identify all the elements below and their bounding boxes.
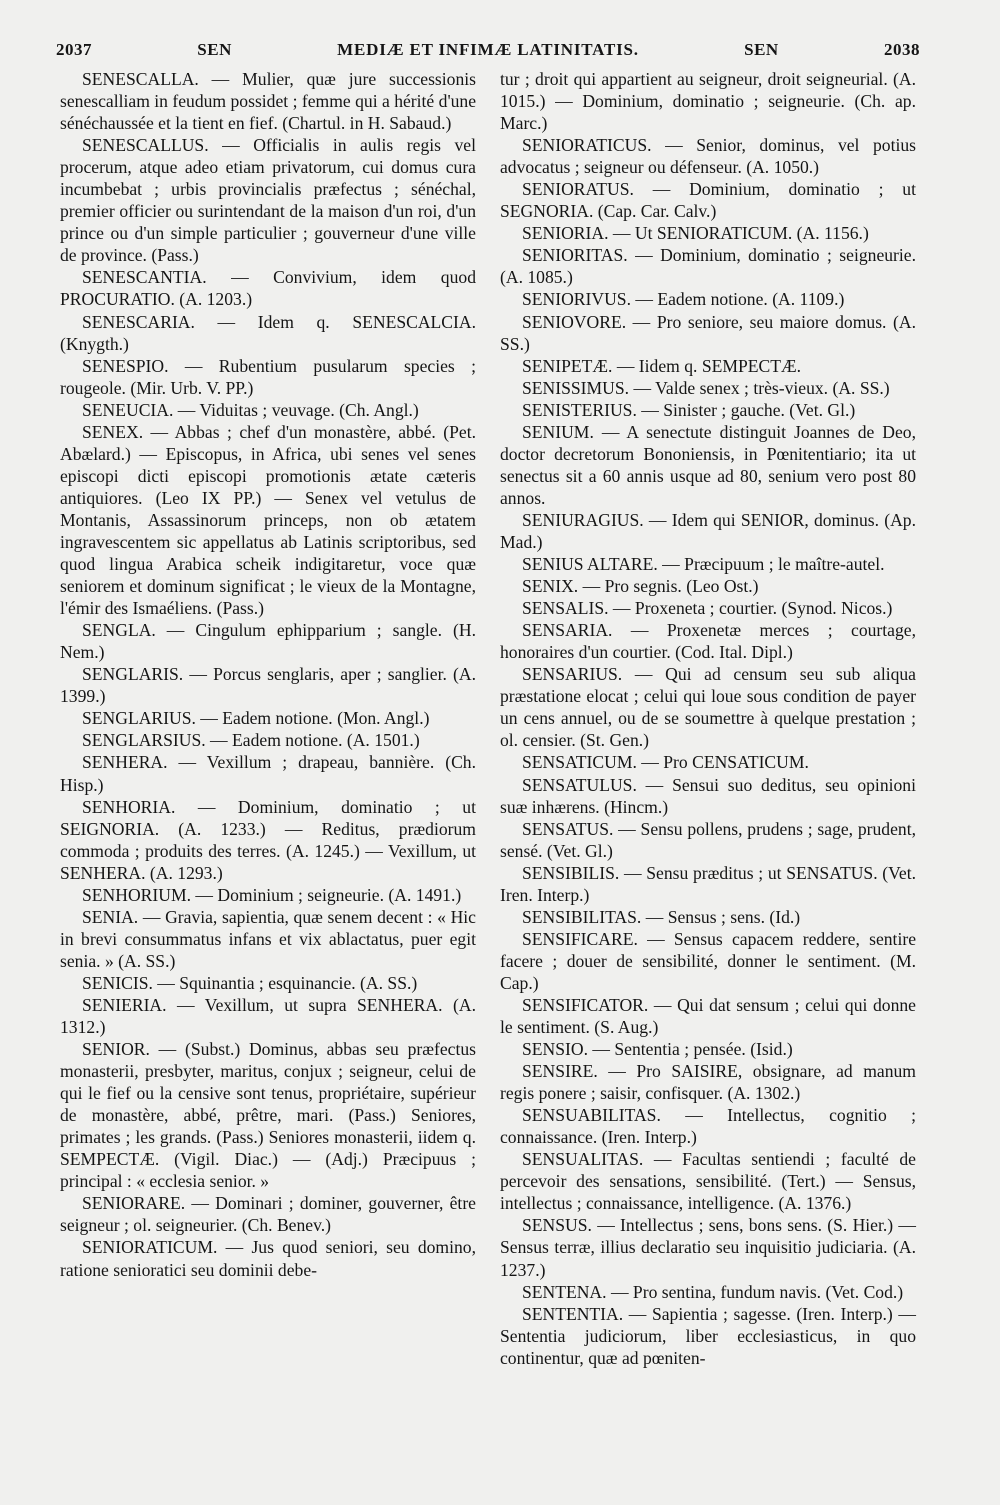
dictionary-entry: SENGLARIUS. — Eadem notione. (Mon. Angl.) (82, 708, 430, 729)
page-number-right: 2038 (883, 40, 920, 59)
dictionary-entry: SENIORARE. — Dominari ; dominer, gouverner, être seigneur ; ol. seigneurier. (Ch. Benev.) (60, 1193, 476, 1236)
dictionary-entry: SENESCALLA. — Mulier, quæ jure successionis senescalliam in feudum possidet ; femme qui a hérité d'une sénéchaussée et la tient en fief. (Chartul. in H. Sabaud.) (60, 69, 477, 134)
dictionary-entry: SENSATICUM. — Pro CENSATICUM. (522, 752, 809, 773)
dictionary-entry: SENIORIVUS. — Eadem notione. (A. 1109.) (522, 289, 845, 310)
left-column (60, 68, 476, 1281)
guide-word-left: SEN (197, 40, 232, 59)
dictionary-entry: SENIA. — Gravia, sapientia, quæ senem decent : « Hic in brevi consummatus infans et vix ablactatus, puer egit senia. » (A. SS.) (60, 906, 476, 971)
dictionary-entry: SENSALIS. — Proxeneta ; courtier. (Synod. Nicos.) (522, 598, 893, 619)
dictionary-entry: SENTENTIA. — Sapientia ; sagesse. (Iren. Interp.) — Sententia judiciorum, liber ecclesiasticus, in quo continentur, quæ ad pœniten- (500, 1303, 916, 1368)
dictionary-entry: SENGLARSIUS. — Eadem notione. (A. 1501.) (82, 730, 420, 751)
dictionary-entry: SENIORATICUM. — Jus quod seniori, seu domino, ratione senioratici seu dominii debe- (60, 1237, 476, 1280)
running-title: MEDIÆ ET INFIMÆ LATINITATIS. (337, 40, 639, 59)
page-number-left: 2037 (56, 40, 92, 59)
dictionary-entry: SENESCANTIA. — Convivium, idem quod PROCURATIO. (A. 1203.) (60, 267, 476, 310)
dictionary-entry: SENIUM. — A senectute distinguit Joannes de Deo, doctor decretorum Bononiensis, in Pœnitentiario; ita ut senectus sit a 60 annis usque ad 80, senium vero post 80 annos. (500, 421, 916, 508)
dictionary-entry: SENEUCIA. — Viduitas ; veuvage. (Ch. Angl.) (82, 399, 419, 420)
dictionary-entry: SENHERA. — Vexillum ; drapeau, bannière. (Ch. Hisp.) (60, 752, 476, 795)
dictionary-entry: SENISTERIUS. — Sinister ; gauche. (Vet. Gl.) (522, 399, 856, 420)
dictionary-entry: SENIUS ALTARE. — Præcipuum ; le maître-autel. (522, 554, 885, 575)
dictionary-entry: SENIORATICUS. — Senior, dominus, vel potius advocatus ; seigneur ou défenseur. (A. 1050.) (500, 135, 916, 178)
dictionary-entry: SENSATUS. — Sensu pollens, prudens ; sage, prudent, sensé. (Vet. Gl.) (500, 818, 916, 861)
dictionary-entry: SENISSIMUS. — Valde senex ; très-vieux. (A. SS.) (522, 377, 890, 398)
dictionary-entry: SENHORIUM. — Dominium ; seigneurie. (A. 1491.) (82, 884, 462, 905)
dictionary-entry: SENIORITAS. — Dominium, dominatio ; seigneurie. (A. 1085.) (500, 245, 916, 288)
dictionary-entry: SENSUS. — Intellectus ; sens, bons sens. (S. Hier.) — Sensus terræ, illius declaratio seu inquisitio judiciaria. (A. 1237.) (500, 1215, 916, 1280)
dictionary-entry: SENEX. — Abbas ; chef d'un monastère, abbé. (Pet. Abælard.) — Episcopus, in Africa, ubi senes vel senes episcopi dicti episcopi promotionis ætate cæteris antiquiores. (Leo IX PP.) — Senex vel vetulus de Montanis, Assassinorum princeps, non ob ætatem ingravescentem sic appellatus ab Latinis scriptoribus, sed quod lingua Arabica scheik indigitaretur, voce quæ seniorem et dominum significat ; le vieux de la Montagne, l'émir des Ismaéliens. (Pass.) (60, 421, 476, 619)
dictionary-entry: SENIERIA. — Vexillum, ut supra SENHERA. (A. 1312.) (60, 994, 476, 1038)
dictionary-entry: SENESPIO. — Rubentium pusularum species ; rougeole. (Mir. Urb. V. PP.) (60, 355, 476, 398)
dictionary-entry: SENSUALITAS. — Facultas sentiendi ; faculté de percevoir des sensations, sensibilité. (Tert.) — Sensus, intellectus ; connaissance, intelligence. (A. 1376.) (500, 1149, 916, 1214)
dictionary-entry: SENICIS. — Squinantia ; esquinancie. (A. SS.) (82, 972, 418, 993)
dictionary-entry: SENIORATUS. — Dominium, dominatio ; ut SEGNORIA. (Cap. Car. Calv.) (500, 179, 916, 222)
dictionary-entry: SENIORIA. — Ut SENIORATICUM. (A. 1156.) (522, 223, 869, 244)
dictionary-entry: SENESCALLUS. — Officialis in aulis regis vel procerum, atque adeo etiam privatorum, cui domus cura incumbebat ; urbis provincialis præfectus ; sénéchal, premier officier ou surintendant de la maison d'un roi, d'un prince ou d'un simple particulier ; gouverneur d'une ville de province. (Pass.) (60, 135, 476, 266)
dictionary-entry: SENGLARIS. — Porcus senglaris, aper ; sanglier. (A. 1399.) (60, 664, 476, 707)
dictionary-entry: SENIOR. — (Subst.) Dominus, abbas seu præfectus monasterii, presbyter, maritus, conjux ; seigneur, celui de qui le fief ou la censive sont tenus, propriétaire, supérieur de monastère, abbé, prêtre, mari. (Pass.) Seniores, primates ; les grands. (Pass.) Seniores monasterii, iidem q. SEMPECTÆ. (Vigil. Diac.) — (Adj.) Præcipuus ; principal : « ecclesia senior. » (60, 1039, 476, 1192)
dictionary-entry: SENSATULUS. — Sensui suo deditus, seu opinioni suæ inhærens. (Hincm.) (500, 774, 916, 817)
right-column (500, 68, 916, 1369)
dictionary-entry: SENTENA. — Pro sentina, fundum navis. (Vet. Cod.) (522, 1281, 904, 1302)
dictionary-entry: SENSUABILITAS. — Intellectus, cognitio ; connaissance. (Iren. Interp.) (500, 1105, 916, 1148)
dictionary-entry: SENIX. — Pro segnis. (Leo Ost.) (522, 576, 759, 597)
dictionary-entry: SENSIBILIS. — Sensu præditus ; ut SENSATUS. (Vet. Iren. Interp.) (500, 862, 916, 905)
dictionary-entry: SENSARIUS. — Qui ad censum seu sub aliqua præstatione elocat ; celui qui loue sous condition de payer un cens annuel, ou de se soumettre à quelque prestation ; ol. censier. (St. Gen.) (500, 664, 916, 751)
dictionary-entry: SENIPETÆ. — Iidem q. SEMPECTÆ. (522, 355, 802, 376)
dictionary-entry: SENSARIA. — Proxenetæ merces ; courtage, honoraires d'un courtier. (Cod. Ital. Dipl.) (500, 620, 916, 663)
dictionary-entry: SENHORIA. — Dominium, dominatio ; ut SEIGNORIA. (A. 1233.) — Reditus, prædiorum commoda ; produits des terres. (A. 1245.) — Vexillum, ut SENHERA. (A. 1293.) (60, 796, 476, 883)
dictionary-entry: SENIOVORE. — Pro seniore, seu maiore domus. (A. SS.) (500, 311, 916, 354)
dictionary-entry: SENSIFICATOR. — Qui dat sensum ; celui qui donne le sentiment. (S. Aug.) (500, 994, 916, 1038)
dictionary-entry: SENSIBILITAS. — Sensus ; sens. (Id.) (522, 906, 801, 927)
dictionary-entry: SENESCARIA. — Idem q. SENESCALCIA. (Knygth.) (60, 311, 476, 354)
dictionary-entry: SENIURAGIUS. — Idem qui SENIOR, dominus. (Ap. Mad.) (500, 509, 916, 552)
dictionary-entry: SENSIFICARE. — Sensus capacem reddere, sentire facere ; douer de sensibilité, donner le sentiment. (M. Cap.) (500, 928, 916, 993)
guide-word-right: SEN (744, 40, 779, 59)
dictionary-entry: SENSIRE. — Pro SAISIRE, obsignare, ad manum regis ponere ; saisir, confisquer. (A. 1302.) (500, 1061, 916, 1104)
dictionary-entry: tur ; droit qui appartient au seigneur, droit seigneurial. (A. 1015.) — Dominium, dominatio ; seigneurie. (Ch. ap. Marc.) (500, 69, 916, 134)
dictionary-entry: SENSIO. — Sententia ; pensée. (Isid.) (522, 1039, 793, 1060)
dictionary-entry: SENGLA. — Cingulum ephipparium ; sangle. (H. Nem.) (60, 620, 476, 663)
running-header (56, 40, 920, 64)
